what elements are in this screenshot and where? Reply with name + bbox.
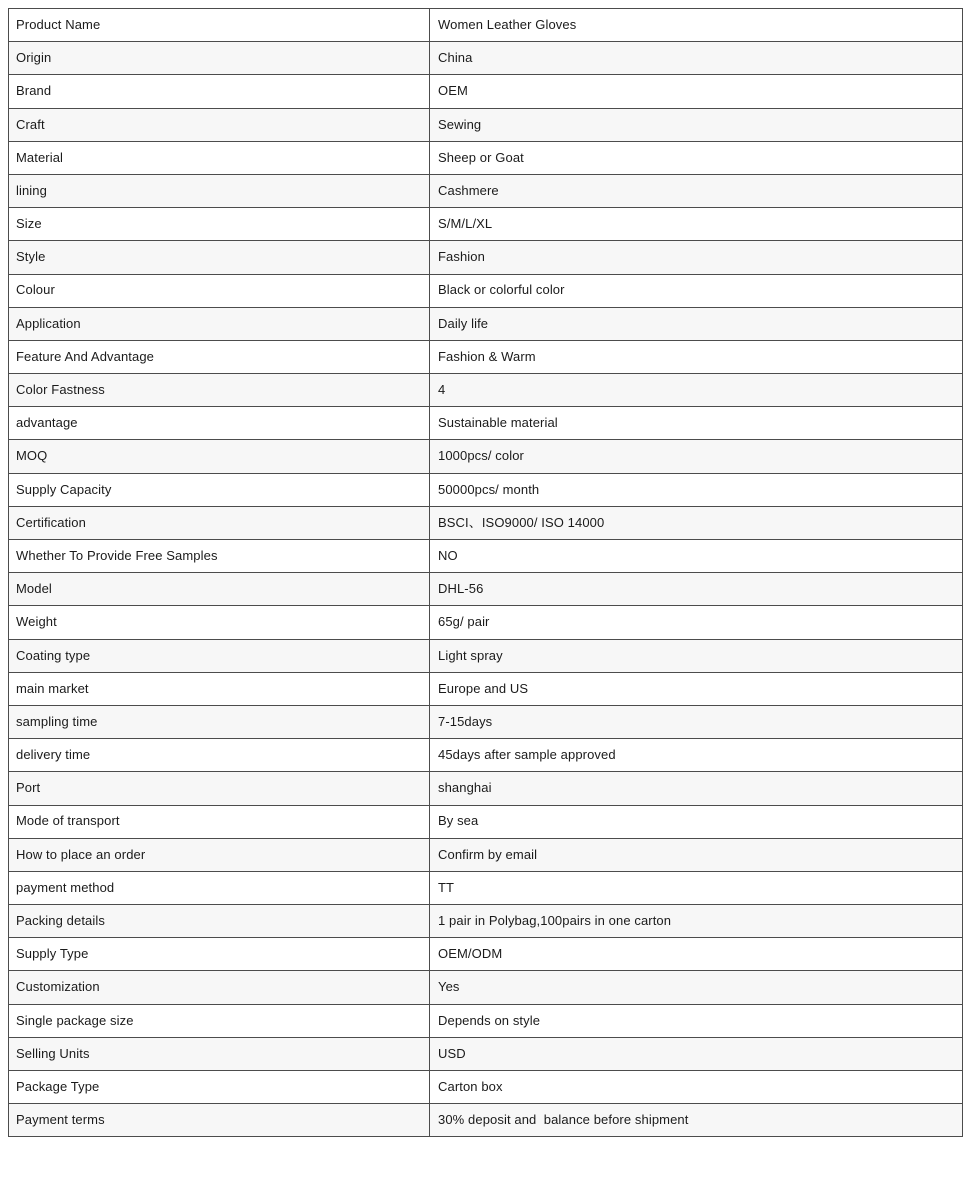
- spec-label-cell: Weight: [9, 606, 430, 639]
- spec-value-cell: NO: [430, 540, 963, 573]
- spec-label-cell: Mode of transport: [9, 805, 430, 838]
- spec-value-cell: Europe and US: [430, 672, 963, 705]
- spec-label-cell: Feature And Advantage: [9, 340, 430, 373]
- table-row: [9, 805, 963, 838]
- spec-value-cell: 1000pcs/ color: [430, 440, 963, 473]
- spec-label-cell: Coating type: [9, 639, 430, 672]
- table-row: [9, 473, 963, 506]
- spec-value-cell: USD: [430, 1037, 963, 1070]
- spec-label-cell: Material: [9, 141, 430, 174]
- spec-value-cell: DHL-56: [430, 573, 963, 606]
- table-row: [9, 639, 963, 672]
- table-row: [9, 606, 963, 639]
- spec-label-cell: Single package size: [9, 1004, 430, 1037]
- table-row: [9, 374, 963, 407]
- spec-label-cell: Model: [9, 573, 430, 606]
- spec-label-cell: Customization: [9, 971, 430, 1004]
- spec-label-cell: Color Fastness: [9, 374, 430, 407]
- spec-label-cell: Supply Capacity: [9, 473, 430, 506]
- spec-value-cell: TT: [430, 871, 963, 904]
- spec-value-cell: Fashion: [430, 241, 963, 274]
- spec-value-cell: S/M/L/XL: [430, 208, 963, 241]
- table-row: [9, 506, 963, 539]
- spec-label-cell: main market: [9, 672, 430, 705]
- spec-value-cell: Black or colorful color: [430, 274, 963, 307]
- product-spec-table: [8, 8, 963, 1137]
- spec-value-cell: Cashmere: [430, 174, 963, 207]
- table-row: [9, 540, 963, 573]
- table-row: [9, 573, 963, 606]
- table-row: [9, 938, 963, 971]
- spec-value-cell: Confirm by email: [430, 838, 963, 871]
- spec-value-cell: Sheep or Goat: [430, 141, 963, 174]
- table-row: [9, 274, 963, 307]
- spec-value-cell: 50000pcs/ month: [430, 473, 963, 506]
- spec-label-cell: Payment terms: [9, 1104, 430, 1137]
- spec-label-cell: Craft: [9, 108, 430, 141]
- spec-value-cell: Sewing: [430, 108, 963, 141]
- spec-value-cell: 7-15days: [430, 705, 963, 738]
- spec-label-cell: sampling time: [9, 705, 430, 738]
- spec-label-cell: Port: [9, 772, 430, 805]
- table-row: [9, 440, 963, 473]
- table-row: [9, 241, 963, 274]
- table-row: [9, 772, 963, 805]
- table-row: [9, 407, 963, 440]
- table-row: [9, 739, 963, 772]
- spec-label-cell: payment method: [9, 871, 430, 904]
- spec-value-cell: 45days after sample approved: [430, 739, 963, 772]
- spec-value-cell: China: [430, 42, 963, 75]
- table-row: [9, 1104, 963, 1137]
- table-row: [9, 1004, 963, 1037]
- spec-label-cell: Application: [9, 307, 430, 340]
- spec-value-cell: 4: [430, 374, 963, 407]
- table-row: [9, 905, 963, 938]
- spec-value-cell: OEM: [430, 75, 963, 108]
- spec-label-cell: Brand: [9, 75, 430, 108]
- table-row: [9, 672, 963, 705]
- table-row: [9, 871, 963, 904]
- spec-value-cell: shanghai: [430, 772, 963, 805]
- spec-value-cell: 65g/ pair: [430, 606, 963, 639]
- spec-label-cell: delivery time: [9, 739, 430, 772]
- table-row: [9, 208, 963, 241]
- table-row: [9, 705, 963, 738]
- table-row: [9, 340, 963, 373]
- table-row: [9, 141, 963, 174]
- table-row: [9, 1037, 963, 1070]
- spec-value-cell: Women Leather Gloves: [430, 9, 963, 42]
- table-row: [9, 307, 963, 340]
- spec-label-cell: Style: [9, 241, 430, 274]
- spec-value-cell: Depends on style: [430, 1004, 963, 1037]
- spec-value-cell: Daily life: [430, 307, 963, 340]
- table-row: [9, 108, 963, 141]
- spec-label-cell: Product Name: [9, 9, 430, 42]
- spec-label-cell: Supply Type: [9, 938, 430, 971]
- spec-value-cell: Fashion & Warm: [430, 340, 963, 373]
- table-row: [9, 971, 963, 1004]
- spec-value-cell: Light spray: [430, 639, 963, 672]
- spec-table-body: [9, 9, 963, 1137]
- spec-label-cell: Whether To Provide Free Samples: [9, 540, 430, 573]
- spec-label-cell: Packing details: [9, 905, 430, 938]
- spec-label-cell: Certification: [9, 506, 430, 539]
- table-row: [9, 42, 963, 75]
- spec-label-cell: Selling Units: [9, 1037, 430, 1070]
- spec-value-cell: OEM/ODM: [430, 938, 963, 971]
- spec-value-cell: By sea: [430, 805, 963, 838]
- spec-value-cell: Carton box: [430, 1071, 963, 1104]
- spec-value-cell: Sustainable material: [430, 407, 963, 440]
- table-row: [9, 174, 963, 207]
- spec-label-cell: How to place an order: [9, 838, 430, 871]
- spec-value-cell: Yes: [430, 971, 963, 1004]
- spec-label-cell: lining: [9, 174, 430, 207]
- spec-label-cell: Size: [9, 208, 430, 241]
- table-row: [9, 838, 963, 871]
- spec-value-cell: BSCI、ISO9000/ ISO 14000: [430, 506, 963, 539]
- spec-label-cell: Package Type: [9, 1071, 430, 1104]
- spec-label-cell: Origin: [9, 42, 430, 75]
- table-row: [9, 9, 963, 42]
- spec-label-cell: MOQ: [9, 440, 430, 473]
- spec-value-cell: 30% deposit and balance before shipment: [430, 1104, 963, 1137]
- table-row: [9, 1071, 963, 1104]
- table-row: [9, 75, 963, 108]
- spec-label-cell: advantage: [9, 407, 430, 440]
- spec-label-cell: Colour: [9, 274, 430, 307]
- spec-value-cell: 1 pair in Polybag,100pairs in one carton: [430, 905, 963, 938]
